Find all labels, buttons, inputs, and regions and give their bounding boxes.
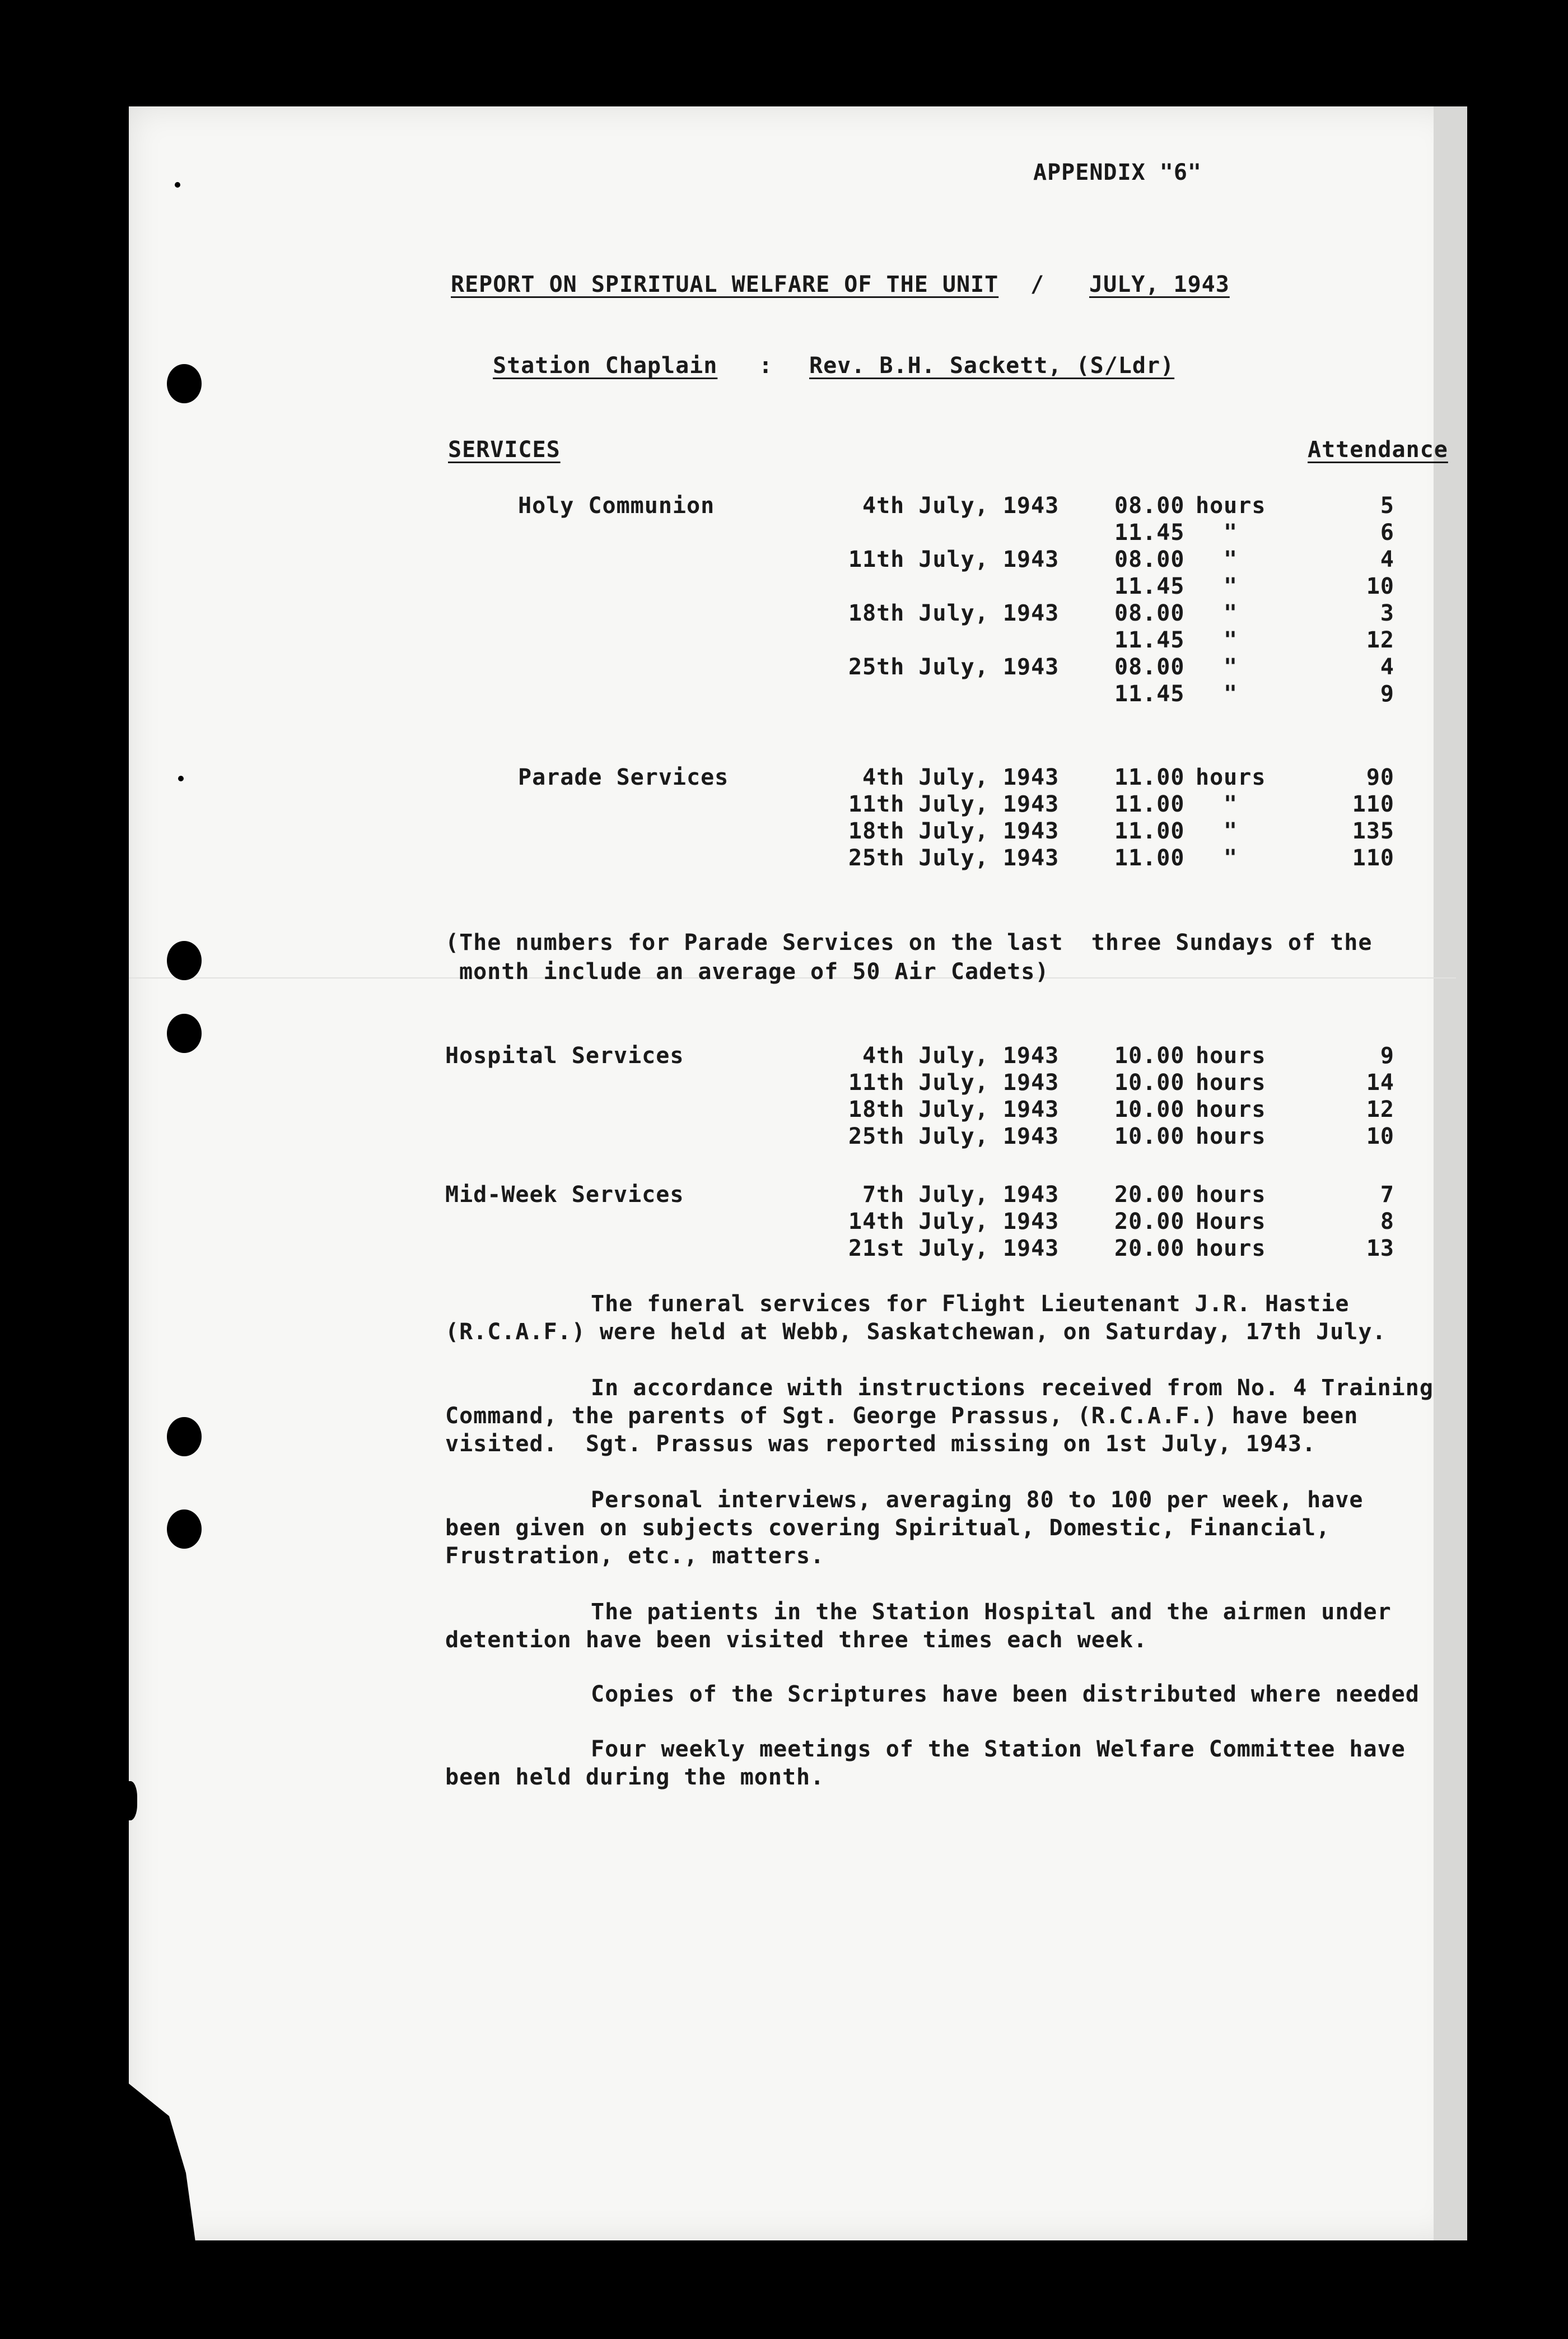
paragraph-line: Copies of the Scriptures have been distributed where needed [591, 1681, 1420, 1707]
row-unit: hours [1196, 1097, 1266, 1122]
row-attendance: 14 [1366, 1070, 1394, 1096]
row-attendance: 135 [1352, 818, 1394, 844]
paper-sheet [129, 106, 1456, 2240]
row-time: 11.45 [1114, 574, 1185, 599]
row-unit: hours [1196, 1070, 1266, 1096]
row-unit: " [1224, 654, 1238, 680]
row-unit: hours [1196, 1182, 1266, 1208]
row-date: 25th July, 1943 [848, 845, 1060, 871]
row-attendance: 13 [1366, 1236, 1394, 1261]
row-time: 11.00 [1114, 765, 1185, 790]
row-attendance: 9 [1380, 681, 1394, 707]
speck [175, 182, 180, 188]
row-attendance: 8 [1380, 1209, 1394, 1234]
punch-hole [167, 941, 202, 980]
row-unit: hours [1196, 765, 1266, 790]
row-time: 08.00 [1114, 600, 1185, 626]
row-time: 08.00 [1114, 547, 1185, 572]
row-date: 18th July, 1943 [848, 1097, 1060, 1122]
chaplain-name: Rev. B.H. Sackett, (S/Ldr) [809, 353, 1175, 379]
paragraph-line: Command, the parents of Sgt. George Prassus, (R.C.A.F.) have been [445, 1403, 1359, 1429]
row-date: 4th July, 1943 [862, 1043, 1060, 1069]
chaplain-colon: : [759, 353, 773, 379]
report-month: JULY, 1943 [1089, 272, 1230, 297]
row-attendance: 4 [1380, 547, 1394, 572]
row-date: 14th July, 1943 [848, 1209, 1060, 1234]
row-attendance: 10 [1366, 574, 1394, 599]
row-unit: " [1224, 547, 1238, 572]
row-date: 25th July, 1943 [848, 1124, 1060, 1149]
row-date: 21st July, 1943 [848, 1236, 1060, 1261]
row-time: 10.00 [1114, 1124, 1185, 1149]
paragraph-line: (R.C.A.F.) were held at Webb, Saskatchewan, on Saturday, 17th July. [445, 1319, 1387, 1345]
paragraph-line: visited. Sgt. Prassus was reported missing on 1st July, 1943. [445, 1431, 1317, 1457]
report-title: REPORT ON SPIRITUAL WELFARE OF THE UNIT [451, 272, 999, 297]
paper-edge [1434, 106, 1467, 2240]
chaplain-label: Station Chaplain [493, 353, 718, 379]
row-time: 11.45 [1114, 627, 1185, 653]
row-time: 11.45 [1114, 681, 1185, 707]
row-time: 10.00 [1114, 1070, 1185, 1096]
row-date: 4th July, 1943 [862, 765, 1060, 790]
section-label-hospital-services: Hospital Services [445, 1043, 684, 1069]
row-date: 18th July, 1943 [848, 818, 1060, 844]
row-attendance: 5 [1380, 493, 1394, 519]
binding-mark [120, 1781, 137, 1820]
paragraph-line: detention have been visited three times each week. [445, 1627, 1148, 1653]
row-attendance: 12 [1366, 627, 1394, 653]
section-label-parade-services: Parade Services [518, 765, 729, 790]
row-time: 11.45 [1114, 520, 1185, 546]
row-time: 08.00 [1114, 654, 1185, 680]
paragraph-line: In accordance with instructions received from No. 4 Training [591, 1375, 1434, 1401]
paragraph-line: been given on subjects covering Spiritual, Domestic, Financial, [445, 1515, 1331, 1541]
row-attendance: 6 [1380, 520, 1394, 546]
services-heading: SERVICES [448, 437, 561, 463]
row-attendance: 110 [1352, 845, 1394, 871]
row-unit: Hours [1196, 1209, 1266, 1234]
parade-note-line: month include an average of 50 Air Cadets) [459, 959, 1049, 985]
paragraph-line: been held during the month. [445, 1764, 825, 1790]
row-unit: " [1224, 600, 1238, 626]
row-unit: " [1224, 520, 1238, 546]
punch-hole [167, 1417, 202, 1456]
row-unit: " [1224, 791, 1238, 817]
row-unit: " [1224, 627, 1238, 653]
row-date: 11th July, 1943 [848, 1070, 1060, 1096]
row-time: 10.00 [1114, 1043, 1185, 1069]
punch-hole [167, 1509, 202, 1549]
paragraph-line: Four weekly meetings of the Station Welfare Committee have [591, 1736, 1406, 1762]
row-time: 20.00 [1114, 1182, 1185, 1208]
row-unit: hours [1196, 1236, 1266, 1261]
section-label-mid-week-services: Mid-Week Services [445, 1182, 684, 1208]
row-time: 20.00 [1114, 1209, 1185, 1234]
row-attendance: 9 [1380, 1043, 1394, 1069]
paragraph-line: The patients in the Station Hospital and the airmen under [591, 1599, 1392, 1625]
row-date: 18th July, 1943 [848, 600, 1060, 626]
row-date: 7th July, 1943 [862, 1182, 1060, 1208]
row-attendance: 110 [1352, 791, 1394, 817]
row-attendance: 7 [1380, 1182, 1394, 1208]
row-attendance: 10 [1366, 1124, 1394, 1149]
row-unit: " [1224, 574, 1238, 599]
row-date: 11th July, 1943 [848, 791, 1060, 817]
row-attendance: 12 [1366, 1097, 1394, 1122]
row-unit: hours [1196, 1043, 1266, 1069]
row-date: 4th July, 1943 [862, 493, 1060, 519]
paragraph-line: The funeral services for Flight Lieutenant J.R. Hastie [591, 1291, 1350, 1317]
row-attendance: 3 [1380, 600, 1394, 626]
row-time: 11.00 [1114, 791, 1185, 817]
row-time: 08.00 [1114, 493, 1185, 519]
paragraph-line: Frustration, etc., matters. [445, 1543, 825, 1569]
row-attendance: 90 [1366, 765, 1394, 790]
row-unit: hours [1196, 493, 1266, 519]
row-unit: " [1224, 681, 1238, 707]
row-unit: " [1224, 845, 1238, 871]
attendance-heading: Attendance [1308, 437, 1448, 463]
speck [178, 776, 184, 781]
section-label-holy-communion: Holy Communion [518, 493, 715, 519]
parade-note-line: (The numbers for Parade Services on the last three Sundays of the [445, 930, 1373, 956]
row-attendance: 4 [1380, 654, 1394, 680]
punch-hole [167, 1014, 202, 1053]
title-separator: / [1030, 272, 1045, 297]
row-time: 10.00 [1114, 1097, 1185, 1122]
row-time: 11.00 [1114, 818, 1185, 844]
row-date: 25th July, 1943 [848, 654, 1060, 680]
paragraph-line: Personal interviews, averaging 80 to 100 per week, have [591, 1487, 1364, 1513]
row-unit: " [1224, 818, 1238, 844]
row-date: 11th July, 1943 [848, 547, 1060, 572]
row-unit: hours [1196, 1124, 1266, 1149]
appendix-label: APPENDIX "6" [1033, 160, 1202, 185]
row-time: 11.00 [1114, 845, 1185, 871]
punch-hole [167, 364, 202, 403]
row-time: 20.00 [1114, 1236, 1185, 1261]
